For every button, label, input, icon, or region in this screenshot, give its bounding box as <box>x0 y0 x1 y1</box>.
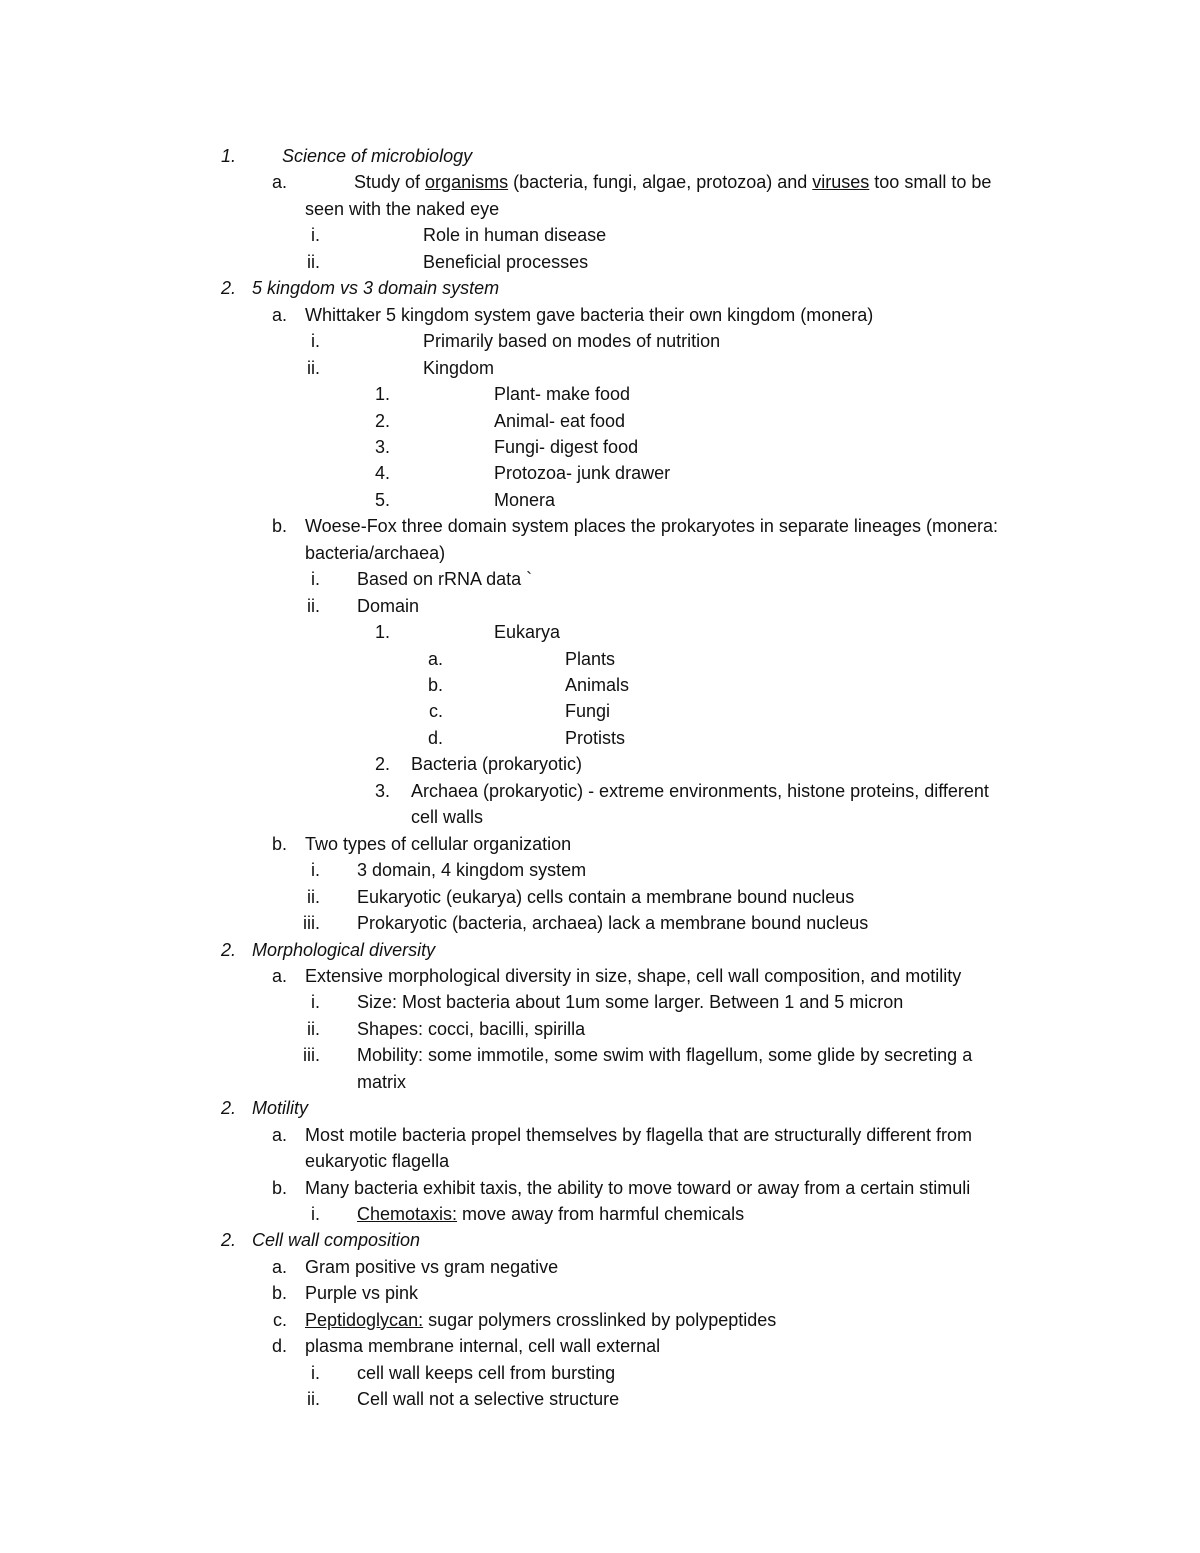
text-run: Bacteria (prokaryotic) <box>411 754 583 774</box>
outline-item-level-0 <box>0 143 1200 169</box>
outline-item-level-1 <box>0 302 1200 328</box>
outline-item-level-2 <box>0 593 1200 619</box>
list-marker: i. <box>311 569 320 589</box>
text-run: Monera <box>494 490 556 510</box>
text-run: bacteria/archaea) <box>305 543 446 563</box>
list-marker: i. <box>311 992 320 1012</box>
list-marker: c. <box>272 1310 287 1330</box>
list-marker: 3. <box>374 437 390 457</box>
list-marker: a. <box>271 966 287 986</box>
list-marker: i. <box>311 860 320 880</box>
outline-item-level-1 <box>0 1333 1200 1359</box>
outline-item-text <box>423 249 588 275</box>
text-run: 5 kingdom vs 3 domain system <box>252 278 500 298</box>
list-marker: 1. <box>374 384 390 404</box>
text-run: Animal- eat food <box>494 411 626 431</box>
text-run: matrix <box>357 1072 406 1092</box>
outline-item-level-2 <box>0 1386 1200 1412</box>
text-run: cell walls <box>411 807 484 827</box>
list-marker: 2. <box>220 940 236 960</box>
outline-item-level-3 <box>0 751 1200 777</box>
list-marker: d. <box>427 728 443 748</box>
list-marker: 1. <box>220 146 236 166</box>
list-marker: ii. <box>307 887 320 907</box>
text-run: Fungi- digest food <box>494 437 639 457</box>
list-marker: ii. <box>307 252 320 272</box>
text-run: Eukaryotic (eukarya) cells contain a membrane bound nucleus <box>357 887 855 907</box>
outline-item-text <box>252 275 499 301</box>
outline-item-text <box>305 540 445 566</box>
outline-item-level-4 <box>0 698 1200 724</box>
outline-item-text <box>305 1307 776 1333</box>
outline-item-level-1 <box>0 196 1200 222</box>
outline-item-level-2 <box>0 1201 1200 1227</box>
outline-item-text <box>565 698 610 724</box>
outline-item-level-3 <box>0 408 1200 434</box>
outline-item-text <box>305 302 873 328</box>
list-marker: 2. <box>374 411 390 431</box>
text-run: Study of <box>354 172 426 192</box>
outline-item-level-1 <box>0 1280 1200 1306</box>
outline-item-text <box>357 1042 972 1068</box>
outline-item-level-1 <box>0 1175 1200 1201</box>
text-run: Morphological diversity <box>252 940 436 960</box>
list-marker: 3. <box>374 781 390 801</box>
list-marker: b. <box>271 1178 287 1198</box>
text-run: Gram positive vs gram negative <box>305 1257 559 1277</box>
list-marker: a. <box>271 1257 287 1277</box>
text-run: seen with the naked eye <box>305 199 500 219</box>
text-run: Whittaker 5 kingdom system gave bacteria their own kingdom (monera) <box>305 305 874 325</box>
outline-item-text <box>305 1175 970 1201</box>
text-run: Science of microbiology <box>282 146 473 166</box>
text-run: 3 domain, 4 kingdom system <box>357 860 587 880</box>
text-run: sugar polymers crosslinked by polypeptides <box>423 1310 777 1330</box>
text-run: Primarily based on modes of nutrition <box>423 331 721 351</box>
outline-item-text <box>423 222 606 248</box>
list-marker: 4. <box>374 463 390 483</box>
outline-item-level-0 <box>0 1227 1200 1253</box>
underlined-term: Peptidoglycan: <box>305 1310 424 1330</box>
text-run: plasma membrane internal, cell wall external <box>305 1336 661 1356</box>
text-run: Mobility: some immotile, some swim with flagellum, some glide by secreting a <box>357 1045 973 1065</box>
underlined-term: organisms <box>425 172 509 192</box>
text-run: Woese-Fox three domain system places the prokaryotes in separate lineages (monera: <box>305 516 999 536</box>
outline-item-level-4 <box>0 646 1200 672</box>
outline-item-text <box>494 381 630 407</box>
text-run: Cell wall not a selective structure <box>357 1389 620 1409</box>
outline-item-text <box>423 328 720 354</box>
text-run: Many bacteria exhibit taxis, the ability to move toward or away from a certain stimuli <box>305 1178 971 1198</box>
outline-item-level-2 <box>0 566 1200 592</box>
underlined-term: viruses <box>812 172 870 192</box>
text-run: Eukarya <box>494 622 561 642</box>
outline-item-level-2 <box>0 328 1200 354</box>
list-marker: 1. <box>374 622 390 642</box>
list-marker: c. <box>428 701 443 721</box>
outline-item-text <box>305 196 499 222</box>
outline-item-text <box>357 857 586 883</box>
outline-item-level-1 <box>0 169 1200 195</box>
text-run: Extensive morphological diversity in size, shape, cell wall composition, and motility <box>305 966 962 986</box>
list-marker: i. <box>311 1204 320 1224</box>
list-marker: ii. <box>307 358 320 378</box>
text-run: too small to be <box>869 172 992 192</box>
outline-item-text <box>494 408 625 434</box>
text-run: Based on rRNA data ` <box>357 569 533 589</box>
list-marker: b. <box>271 516 287 536</box>
text-run: Prokaryotic (bacteria, archaea) lack a membrane bound nucleus <box>357 913 869 933</box>
outline-item-level-1 <box>0 1122 1200 1148</box>
outline-item-text <box>494 487 555 513</box>
text-run: cell wall keeps cell from bursting <box>357 1363 616 1383</box>
outline-item-level-1 <box>0 1148 1200 1174</box>
outline-item-level-2 <box>0 249 1200 275</box>
list-marker: ii. <box>307 1019 320 1039</box>
text-run: Plant- make food <box>494 384 631 404</box>
outline-item-level-2 <box>0 222 1200 248</box>
outline-item-level-4 <box>0 725 1200 751</box>
list-marker: a. <box>271 172 287 192</box>
outline-item-text <box>357 1360 615 1386</box>
list-marker: b. <box>271 834 287 854</box>
text-run: Shapes: cocci, bacilli, spirilla <box>357 1019 586 1039</box>
outline-item-text <box>357 884 854 910</box>
outline-item-text <box>565 646 615 672</box>
list-marker: a. <box>271 305 287 325</box>
list-marker: i. <box>311 1363 320 1383</box>
outline-item-level-3 <box>0 434 1200 460</box>
outline-item-text <box>282 143 472 169</box>
text-run: Domain <box>357 596 420 616</box>
outline-item-text <box>354 169 991 195</box>
text-run: Size: Most bacteria about 1um some larger. Between 1 and 5 micron <box>357 992 904 1012</box>
outline-item-level-3 <box>0 778 1200 804</box>
outline-item-text <box>252 1095 308 1121</box>
list-marker: d. <box>271 1336 287 1356</box>
outline-item-level-4 <box>0 672 1200 698</box>
outline-item-level-3 <box>0 487 1200 513</box>
outline-item-level-3 <box>0 460 1200 486</box>
outline-item-level-3 <box>0 381 1200 407</box>
text-run: Beneficial processes <box>423 252 589 272</box>
outline-item-text <box>305 1280 418 1306</box>
text-run: Archaea (prokaryotic) - extreme environments, histone proteins, different <box>411 781 989 801</box>
outline-item-text <box>305 513 998 539</box>
outline-item-text <box>494 460 670 486</box>
list-marker: 2. <box>220 1230 236 1250</box>
text-run: Two types of cellular organization <box>305 834 572 854</box>
outline-item-level-0 <box>0 275 1200 301</box>
list-marker: 2. <box>220 278 236 298</box>
text-run: Cell wall composition <box>252 1230 421 1250</box>
outline-item-text <box>357 1201 744 1227</box>
outline-item-text <box>305 963 961 989</box>
list-marker: ii. <box>307 1389 320 1409</box>
text-run: (bacteria, fungi, algae, protozoa) and <box>508 172 813 192</box>
outline-item-text <box>411 804 483 830</box>
list-marker: 2. <box>374 754 390 774</box>
outline-item-level-2 <box>0 1016 1200 1042</box>
list-marker: i. <box>311 225 320 245</box>
outline-item-level-2 <box>0 1042 1200 1068</box>
outline-item-text <box>494 434 638 460</box>
outline-item-text <box>357 910 868 936</box>
outline-item-level-3 <box>0 619 1200 645</box>
list-marker: ii. <box>307 596 320 616</box>
list-marker: b. <box>427 675 443 695</box>
outline-item-text <box>305 1148 449 1174</box>
outline-item-level-1 <box>0 1254 1200 1280</box>
text-run: move away from harmful chemicals <box>457 1204 745 1224</box>
outline-item-text <box>494 619 560 645</box>
outline-item-level-1 <box>0 540 1200 566</box>
list-marker: 2. <box>220 1098 236 1118</box>
outline-item-text <box>305 1122 972 1148</box>
outline-item-text <box>357 566 532 592</box>
outline-item-text <box>357 593 419 619</box>
outline-item-level-1 <box>0 1307 1200 1333</box>
outline-item-level-2 <box>0 910 1200 936</box>
outline-item-text <box>357 1069 406 1095</box>
list-marker: iii. <box>303 913 320 933</box>
text-run: Animals <box>565 675 630 695</box>
underlined-term: Chemotaxis: <box>357 1204 458 1224</box>
text-run: Purple vs pink <box>305 1283 419 1303</box>
outline-item-text <box>565 672 629 698</box>
text-run: Fungi <box>565 701 611 721</box>
outline-item-level-2 <box>0 355 1200 381</box>
list-marker: iii. <box>303 1045 320 1065</box>
list-marker: a. <box>427 649 443 669</box>
outline-item-text <box>357 989 903 1015</box>
list-marker: a. <box>271 1125 287 1145</box>
list-marker: 5. <box>374 490 390 510</box>
text-run: Motility <box>252 1098 309 1118</box>
outline-item-text <box>252 1227 420 1253</box>
text-run: Kingdom <box>423 358 495 378</box>
outline-item-text <box>305 1333 660 1359</box>
text-run: Protozoa- junk drawer <box>494 463 671 483</box>
text-run: Plants <box>565 649 616 669</box>
text-run: Protists <box>565 728 626 748</box>
outline-item-text <box>565 725 625 751</box>
text-run: Role in human disease <box>423 225 607 245</box>
list-marker: i. <box>311 331 320 351</box>
outline-item-level-1 <box>0 831 1200 857</box>
outline-item-level-3 <box>0 804 1200 830</box>
outline-item-text <box>357 1386 619 1412</box>
outline-item-level-2 <box>0 1360 1200 1386</box>
outline-item-level-2 <box>0 857 1200 883</box>
outline-item-text <box>423 355 494 381</box>
outline-item-text <box>411 778 989 804</box>
outline-item-level-0 <box>0 1095 1200 1121</box>
outline-item-text <box>305 831 571 857</box>
outline-item-text <box>411 751 582 777</box>
outline-item-level-2 <box>0 989 1200 1015</box>
text-run: Most motile bacteria propel themselves by flagella that are structurally different from <box>305 1125 972 1145</box>
outline-item-level-2 <box>0 1069 1200 1095</box>
outline-item-text <box>357 1016 585 1042</box>
outline-item-level-2 <box>0 884 1200 910</box>
text-run: eukaryotic flagella <box>305 1151 450 1171</box>
outline-item-level-0 <box>0 937 1200 963</box>
outline-item-level-1 <box>0 963 1200 989</box>
list-marker: b. <box>271 1283 287 1303</box>
outline-item-text <box>305 1254 558 1280</box>
outline-item-level-1 <box>0 513 1200 539</box>
outline-item-text <box>252 937 435 963</box>
